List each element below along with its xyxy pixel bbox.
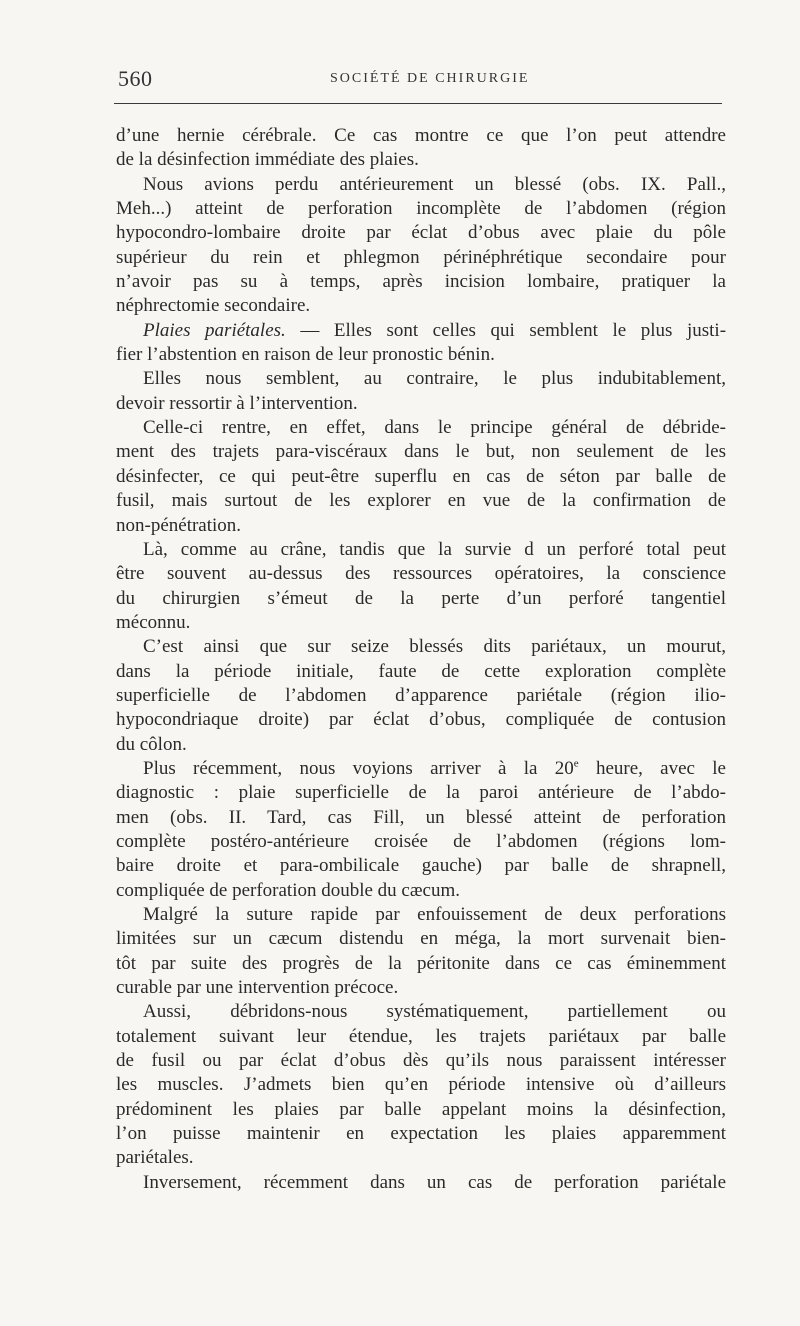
text-line: Malgré la suture rapide par enfouissement de deux perforations (143, 904, 726, 925)
text-line: ment des trajets para-viscéraux dans le but, non seulement de les (116, 441, 726, 463)
text-line: Aussi, débridons-nous systématiquement, partiellement ou (143, 1001, 726, 1023)
text-line: Là, comme au crâne, tandis que la survie d un perforé total peut (143, 538, 726, 560)
text-line: baire droite et para-ombilicale gauche) par balle de shrapnell, (116, 855, 726, 877)
text-line: du côlon. (116, 733, 187, 755)
text-line: Elles nous semblent, au contraire, le plus indubitablement, (143, 368, 726, 390)
text-line: hypocondriaque droite) par éclat d’obus, compliquée de contusion (116, 709, 726, 731)
line-prefix: Plus récemment, nous voyions arriver à la 20 (143, 757, 574, 779)
header-rule (114, 103, 722, 104)
text-line: tôt par suite des progrès de la péritonite dans ce cas éminemment (116, 952, 726, 974)
text-line: dans la période initiale, faute de cette exploration complète (116, 660, 726, 682)
text-line: curable par une intervention précoce. (116, 977, 399, 999)
text-line: être souvent au-dessus des ressources opératoires, la conscience (116, 563, 726, 585)
text-line: superficielle de l’abdomen d’apparence pariétale (région ilio- (116, 684, 726, 706)
page-number: 560 (118, 66, 153, 91)
text-line: n’avoir pas su à temps, après incision lombaire, pratiquer la (116, 271, 726, 293)
text-line: diagnostic : plaie superficielle de la paroi antérieure de l’abdo- (116, 782, 726, 804)
text-line: compliquée de perforation double du cæcum. (116, 879, 461, 901)
text-line: Celle-ci rentre, en effet, dans le principe général de débride- (143, 417, 726, 439)
text-line: men (obs. II. Tard, cas Fill, un blessé atteint de perforation (116, 806, 726, 828)
text-line: l’on puisse maintenir en expectation les plaies apparemment (116, 1123, 726, 1145)
text-line: méconnu. (116, 611, 191, 633)
text-line: totalement suivant leur étendue, les trajets pariétaux par balle (116, 1025, 726, 1047)
text-line (116, 757, 726, 781)
text-line: néphrectomie secondaire. (116, 295, 311, 317)
text-line: C’est ainsi que sur seize blessés dits pariétaux, un mourut, (143, 636, 726, 658)
text-line: devoir ressortir à l’intervention. (116, 392, 358, 414)
section-line-text: — Elles sont celles qui semblent le plus justi- (300, 319, 727, 341)
superscript-e: e (573, 757, 579, 770)
text-line: Meh...) atteint de perforation incomplète de l’abdomen (région (116, 198, 726, 220)
text-line: désinfecter, ce qui peut-être superflu en cas de séton par balle de (116, 465, 726, 487)
text-line: Nous avions perdu antérieurement un blessé (obs. IX. Pall., (143, 173, 726, 195)
text-line: Inversement, récemment dans un cas de perforation pariétale (143, 1171, 726, 1193)
text-line: fusil, mais surtout de les explorer en vue de la confirmation de (116, 490, 726, 512)
text-line: de fusil ou par éclat d’obus dès qu’ils nous paraissent intéresser (116, 1050, 726, 1072)
line-suffix: heure, avec le (595, 757, 726, 779)
text-line: fier l’abstention en raison de leur pronostic bénin. (116, 344, 495, 366)
text-line (116, 319, 726, 343)
running-head: SOCIÉTÉ DE CHIRURGIE (330, 71, 530, 86)
text-line: supérieur du rein et phlegmon périnéphrétique secondaire pour (116, 246, 726, 268)
text-line: limitées sur un cæcum distendu en méga, la mort survenait bien- (116, 928, 726, 950)
text-line: d’une hernie cérébrale. Ce cas montre ce que l’on peut attendre (116, 125, 726, 146)
text-line: hypocondro-lombaire droite par éclat d’obus avec plaie du pôle (116, 222, 726, 244)
text-line: complète postéro-antérieure croisée de l’abdomen (régions lom- (116, 830, 726, 852)
text-line: de la désinfection immédiate des plaies. (116, 149, 419, 171)
section-title: Plaies pariétales. (143, 319, 286, 341)
text-line: les muscles. J’admets bien qu’en période intensive où d’ailleurs (116, 1074, 726, 1096)
text-line: pariétales. (116, 1147, 194, 1169)
text-line: prédominent les plaies par balle appelant moins la désinfection, (116, 1098, 726, 1120)
body-text (116, 124, 726, 1195)
text-line: du chirurgien s’émeut de la perte d’un perforé tangentiel (116, 587, 726, 609)
text-line: non-pénétration. (116, 514, 242, 536)
